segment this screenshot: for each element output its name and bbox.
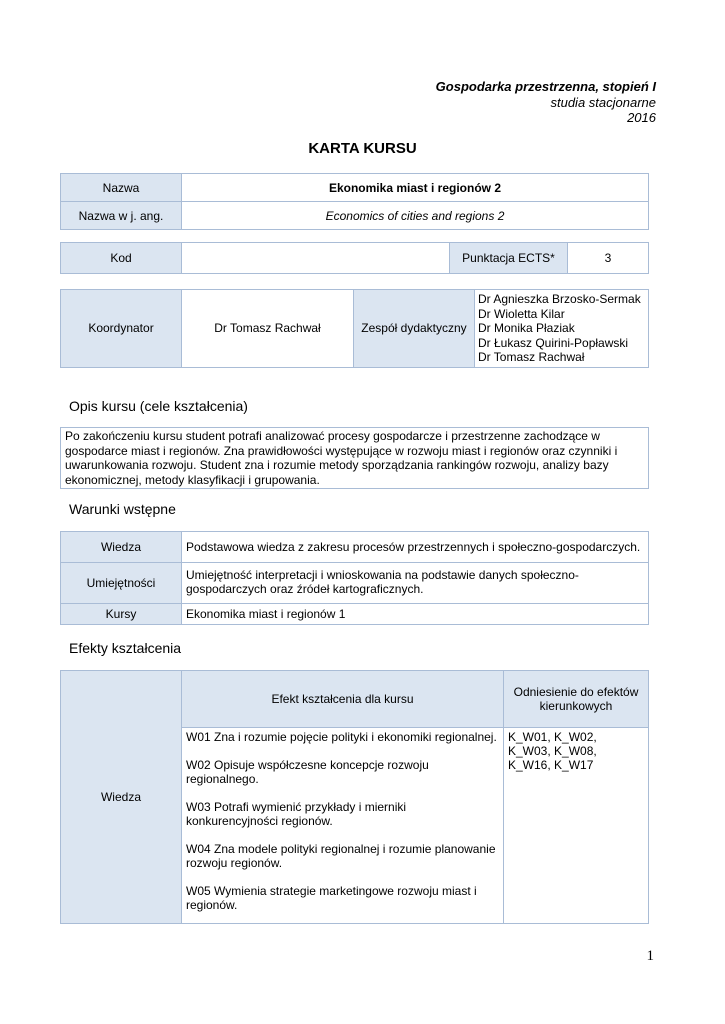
outcomes-heading: Efekty kształcenia <box>69 640 182 656</box>
course-name-table <box>60 173 649 230</box>
effect-item: W03 Potrafi wymienić przykłady i mierniki konkurencyjności regionów. <box>186 800 407 828</box>
outcomes-effects-list <box>182 728 504 924</box>
prereq-skills-label: Umiejętności <box>61 563 182 604</box>
prereq-courses-label: Kursy <box>61 604 182 625</box>
team-member: Dr Wioletta Kilar <box>478 306 565 321</box>
prereq-knowledge-value: Podstawowa wiedza z zakresu procesów przestrzennych i społeczno-gospodarczych. <box>182 532 649 563</box>
outcomes-references <box>504 728 649 924</box>
team-member: Dr Tomasz Rachwał <box>478 350 585 364</box>
reference-line: K_W03, K_W08, <box>508 744 597 758</box>
description-text: Po zakończeniu kursu student potrafi analizować procesy gospodarcze i przestrzenne zachodzące w gospodarce miast i regionów. Zna prawidłowości występujące w rozwoju miast i regionów oraz czynniki i uwarunkowania rozwoju. Student zna i rozumie metody sporządzania rankingów rozwoju, analizy bazy ekonomicznej, metody klasyfikacji i grupowania. <box>61 428 649 489</box>
reference-line: K_W16, K_W17 <box>508 758 594 772</box>
name-value: Ekonomika miast i regionów 2 <box>182 174 649 202</box>
name-en-label: Nazwa w j. ang. <box>61 202 182 230</box>
outcomes-knowledge-label: Wiedza <box>61 671 182 924</box>
name-en-value: Economics of cities and regions 2 <box>182 202 649 230</box>
page-number: 1 <box>646 948 654 964</box>
prereq-courses-value: Ekonomika miast i regionów 1 <box>182 604 649 625</box>
team-members <box>475 290 649 368</box>
study-year: 2016 <box>627 110 656 125</box>
team-member: Dr Łukasz Quirini-Popławski <box>478 335 629 350</box>
effect-item: W01 Zna i rozumie pojęcie polityki i ekonomiki regionalnej. <box>186 730 497 744</box>
page-title: KARTA KURSU <box>308 140 417 157</box>
description-heading: Opis kursu (cele kształcenia) <box>69 398 248 414</box>
description-table <box>60 427 649 489</box>
code-value <box>182 243 450 274</box>
program-title: Gospodarka przestrzenna, stopień I <box>435 79 656 94</box>
prereq-skills-value: Umiejętność interpretacji i wnioskowania na podstawie danych społeczno-gospodarczych oraz źródeł kartograficznych. <box>182 563 649 604</box>
prereq-knowledge-label: Wiedza <box>61 532 182 563</box>
team-member: Dr Agnieszka Brzosko-Sermak <box>478 292 641 306</box>
course-code-table <box>60 242 649 274</box>
prerequisites-table <box>60 531 649 625</box>
code-label: Kod <box>61 243 182 274</box>
effect-item: W02 Opisuje współczesne koncepcje rozwoju regionalnego. <box>186 758 429 786</box>
team-member: Dr Monika Płaziak <box>478 321 575 335</box>
reference-line: K_W01, K_W02, <box>508 730 597 744</box>
study-mode: studia stacjonarne <box>550 95 656 110</box>
effect-item: W05 Wymienia strategie marketingowe rozwoju miast i regionów. <box>186 884 477 912</box>
team-label: Zespół dydaktyczny <box>354 290 475 368</box>
outcomes-col-reference: Odniesienie do efektów kierunkowych <box>504 671 649 728</box>
ects-value: 3 <box>568 243 649 274</box>
outcomes-col-effect: Efekt kształcenia dla kursu <box>182 671 504 728</box>
ects-label: Punktacja ECTS* <box>450 243 568 274</box>
coordinator-value: Dr Tomasz Rachwał <box>182 290 354 368</box>
prerequisites-heading: Warunki wstępne <box>69 501 176 517</box>
coordinator-table <box>60 289 649 368</box>
coordinator-label: Koordynator <box>61 290 182 368</box>
effect-item: W04 Zna modele polityki regionalnej i rozumie planowanie rozwoju regionów. <box>186 842 496 870</box>
outcomes-table <box>60 670 649 924</box>
name-label: Nazwa <box>61 174 182 202</box>
